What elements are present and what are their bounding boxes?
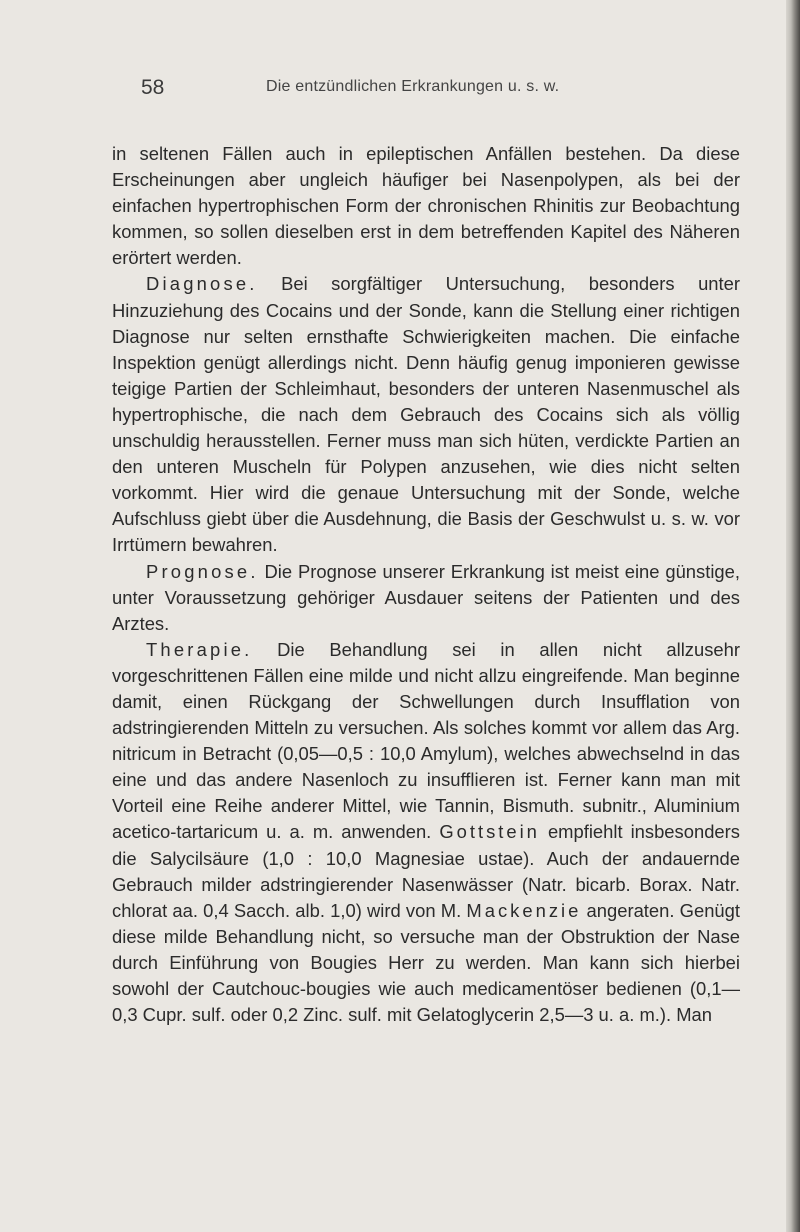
section-heading-prognose: Prognose.: [146, 560, 259, 582]
running-head: Die entzündlichen Erkrankungen u. s. w.: [266, 78, 560, 95]
body-text: [112, 141, 740, 1028]
paragraph-diagnose: [112, 271, 740, 558]
section-heading-diagnose: Diagnose.: [146, 273, 258, 295]
page-header: [141, 76, 741, 106]
paragraph-text: Bei sorgfältiger Untersuchung, besonders unter Hinzuziehung des Cocains und der Sonde, kann die Stellung einer richtigen Diagnose nur selten ernsthafte Schwierigkeiten machen. Die einfache Inspektion genügt allerdings nicht. Denn häufig genug imponieren gewisse teigige Partien der Schleimhaut, besonders der unteren Nasenmuschel als hypertrophische, die nach dem Gebrauch des Cocains sich als völlig unschuldig herausstellen. Ferner muss man sich hüten, verdickte Partien an den unteren Muscheln für Polypen anzusehen, wie dies nicht selten vorkommt. Hier wird die genaue Untersuchung mit der Sonde, welche Aufschluss giebt über die Ausdehnung, die Basis der Geschwulst u. s. w. vor Irrtümern bewahren.: [112, 273, 740, 556]
paragraph-therapie: [112, 637, 740, 1028]
paragraph-text: empfiehlt insbesonders die Salycilsäure (1,0 : 10,0 Magnesiae ustae). Auch der andauernde Gebrauch milder adstringierender Nasenwässer (Natr. bicarb. Borax. Natr. chlorat aa. 0,4 Sacch. alb. 1,0) wird von M.: [112, 821, 740, 921]
author-name-mackenzie: Mackenzie: [466, 899, 582, 921]
paragraph-text: Die Prognose unserer Erkrankung ist meist eine günstige, unter Voraussetzung gehöriger Ausdauer seitens der Patienten und des Arztes.: [112, 560, 740, 634]
paragraph-text: Die Behandlung sei in allen nicht allzusehr vorgeschrittenen Fällen eine milde und nicht allzu eingreifende. Man beginne damit, einen Rückgang der Schwellungen durch Insufflation von adstringierenden Mitteln zu versuchen. Als solches kommt vor allem das Arg. nitricum in Betracht (0,05—0,5 : 10,0 Amylum), welches abwechselnd in das eine und das andere Nasenloch zu insufflieren ist. Ferner kann man mit Vorteil eine Reihe anderer Mittel, wie Tannin, Bismuth. subnitr., Aluminium acetico-tartaricum u. a. m. anwenden.: [112, 638, 740, 843]
paragraph-symptoms-end: [112, 141, 740, 271]
paragraph-text: in seltenen Fällen auch in epileptischen Anfällen bestehen. Da diese Erscheinungen aber ungleich häufiger bei Nasenpolypen, als bei der einfachen hypertrophischen Form der chronischen Rhinitis zur Beobachtung kommen, so sollen dieselben erst in dem betreffenden Kapitel des Näheren erörtert werden.: [112, 143, 740, 269]
section-heading-therapie: Therapie.: [146, 638, 253, 660]
paragraph-text: angeraten. Genügt diese milde Behandlung nicht, so versuche man der Obstruktion der Nase durch Einführung von Bougies Herr zu werden. Man kann sich hierbei sowohl der Cautchouc-bougies wie auch medicamentöser bedienen (0,1—0,3 Cupr. sulf. oder 0,2 Zinc. sulf. mit Gelatoglycerin 2,5—3 u. a. m.). Man: [112, 899, 740, 1026]
paragraph-prognose: [112, 559, 740, 637]
author-name-gottstein: Gottstein: [439, 821, 540, 843]
page-edge: [786, 0, 800, 1232]
page-number: 58: [141, 76, 165, 99]
